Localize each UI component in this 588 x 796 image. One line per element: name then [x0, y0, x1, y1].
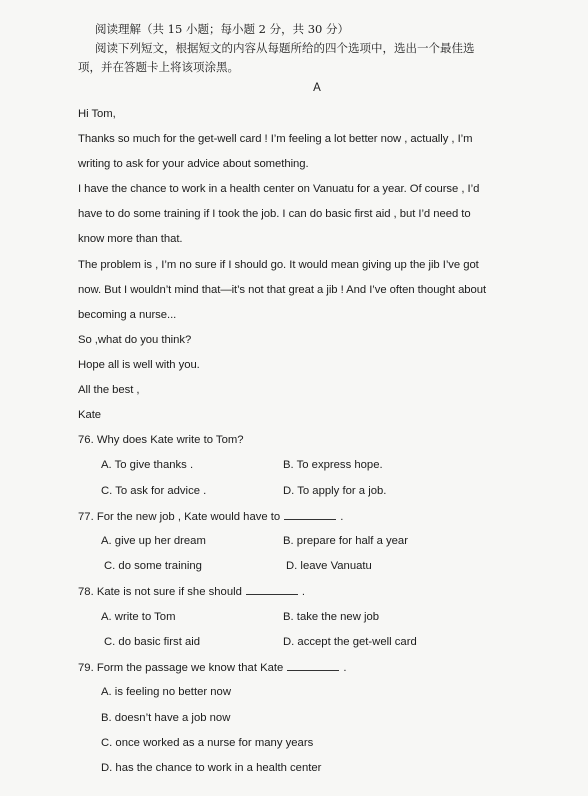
question-79-stem — [78, 661, 346, 674]
instructions-line-2: 项，并在答题卡上将该项涂黑。 — [78, 60, 239, 74]
passage-line: All the best , — [78, 384, 140, 396]
question-stem-end: . — [301, 586, 306, 598]
option-76-d: D. To apply for a job. — [283, 485, 387, 497]
answer-blank — [246, 585, 298, 595]
question-stem-text: 78. Kate is not sure if she should — [78, 586, 242, 598]
question-76-stem — [78, 434, 244, 446]
passage-line: The problem is , I’m no sure if I should go. It would mean giving up the jib I’ve got — [78, 259, 479, 271]
option-78-b: B. take the new job — [283, 611, 380, 623]
passage-line: becoming a nurse... — [78, 309, 177, 321]
passage-line: have to do some training if I took the job. I can do basic first aid , but I’d need to — [78, 208, 471, 220]
passage-line: writing to ask for your advice about something. — [78, 158, 309, 170]
instructions-line-1: 阅读下列短文，根据短文的内容从每题所给的四个选项中，选出一个最佳选 — [95, 41, 475, 55]
passage-line: I have the chance to work in a health center on Vanuatu for a year. Of course , I’d — [78, 183, 480, 195]
option-79-a: A. is feeling no better now — [101, 686, 231, 698]
question-stem-text: 76. Why does Kate write to Tom? — [78, 434, 244, 446]
question-stem-end: . — [343, 662, 347, 674]
question-stem-end: . — [340, 511, 344, 523]
passage-line: now. But I wouldn’t mind that—it’s not that great a jib ! And I’ve often thought about — [78, 284, 487, 296]
passage-line: know more than that. — [78, 233, 183, 245]
option-77-a: A. give up her dream — [101, 535, 206, 547]
option-76-a: A. To give thanks . — [101, 459, 194, 471]
option-78-d: D. accept the get-well card — [283, 636, 417, 648]
option-78-c: C. do basic first aid — [104, 636, 201, 648]
passage-line: Hi Tom, — [78, 108, 116, 120]
passage-line: Kate — [78, 409, 102, 421]
option-77-c: C. do some training — [104, 560, 202, 572]
option-77-b: B. prepare for half a year — [283, 535, 408, 547]
passage-line: Thanks so much for the get-well card ! I’m feeling a lot better now , actually , I’m — [78, 133, 473, 145]
option-76-c: C. To ask for advice . — [101, 485, 207, 497]
passage-line: So ,what do you think? — [78, 334, 192, 346]
question-78-stem — [78, 585, 305, 598]
option-79-b: B. doesn’t have a job now — [101, 712, 231, 724]
passage-line: Hope all is well with you. — [78, 359, 200, 371]
question-77-stem — [78, 510, 343, 523]
option-79-c: C. once worked as a nurse for many years — [101, 737, 314, 749]
passage-label: A — [313, 82, 321, 94]
section-title: 阅读理解（共 15 小题；每小题 2 分，共 30 分） — [95, 22, 350, 36]
question-stem-text: 79. Form the passage we know that Kate — [78, 662, 284, 674]
answer-blank — [287, 661, 339, 671]
option-77-d: D. leave Vanuatu — [286, 560, 372, 572]
option-79-d: D. has the chance to work in a health center — [101, 762, 322, 774]
option-78-a: A. write to Tom — [101, 611, 176, 623]
answer-blank — [284, 510, 336, 520]
question-stem-text: 77. For the new job , Kate would have to — [78, 511, 281, 523]
option-76-b: B. To express hope. — [283, 459, 383, 471]
